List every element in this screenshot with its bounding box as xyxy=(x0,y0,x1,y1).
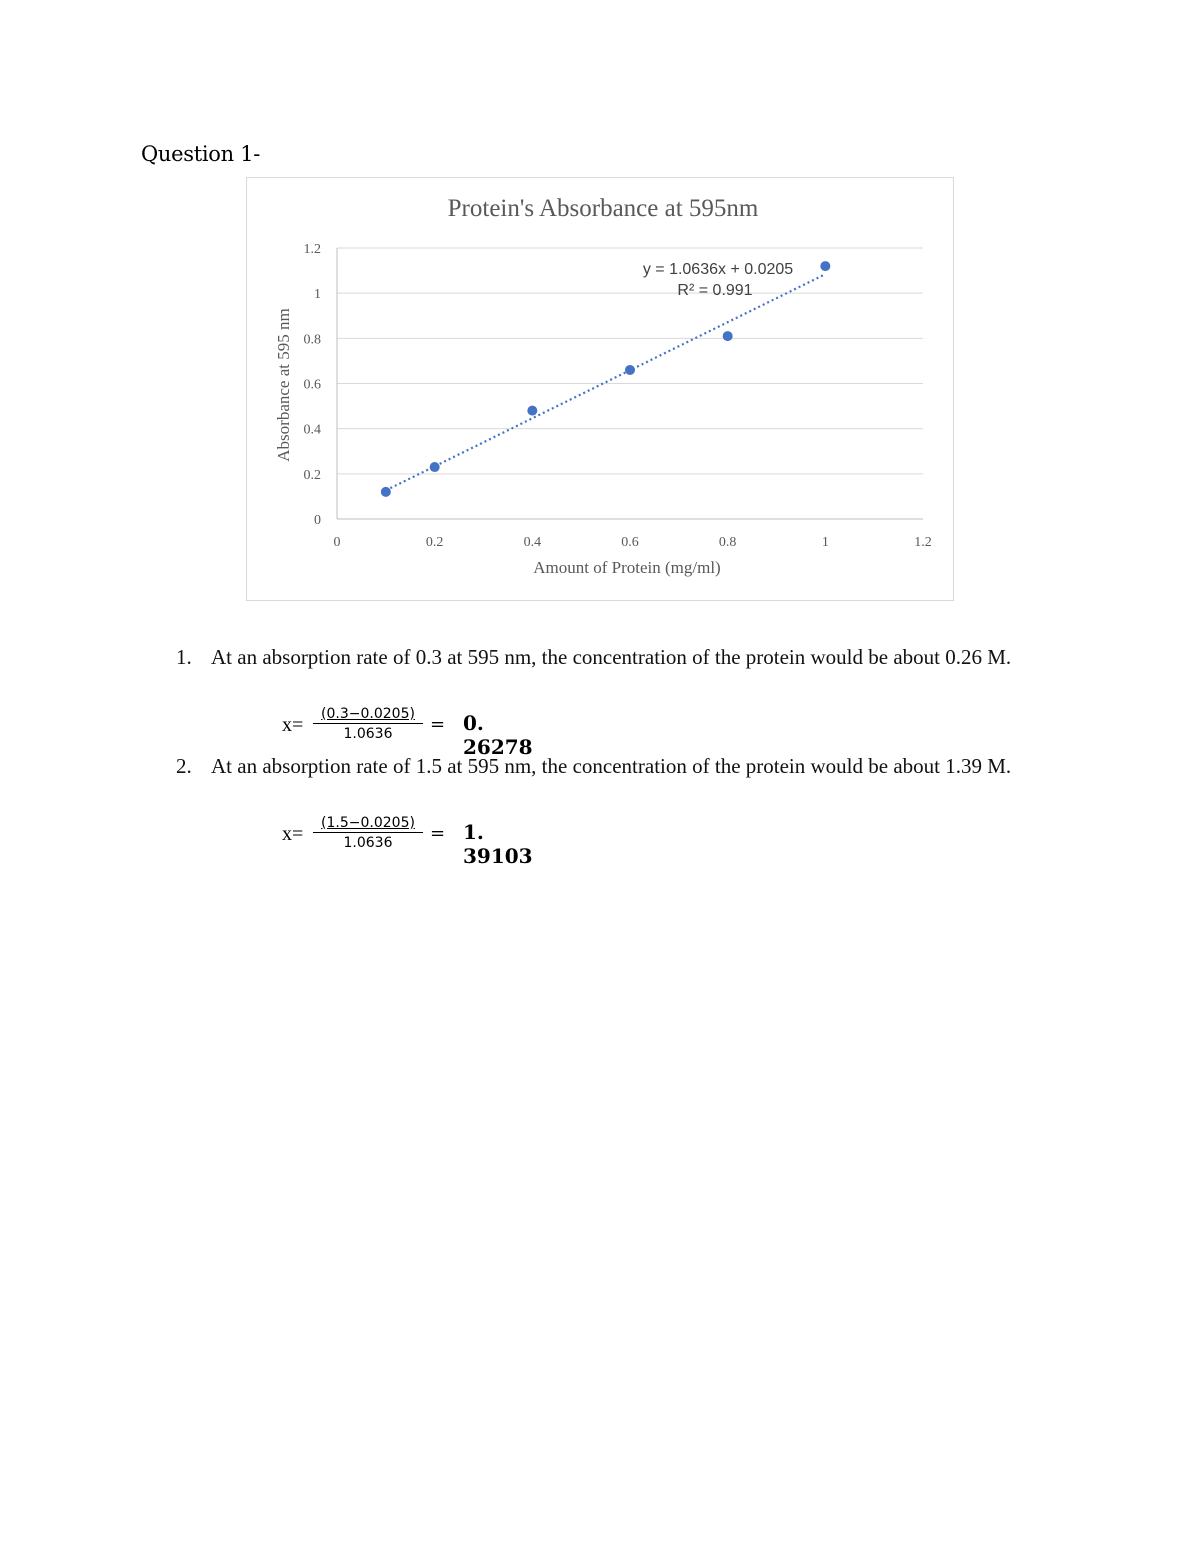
chart-title: Protein's Absorbance at 595nm xyxy=(447,195,759,222)
equation-2-lhs: x= xyxy=(282,823,304,845)
equation-1-fraction xyxy=(313,706,423,742)
chart-trendline xyxy=(386,274,826,490)
list-item-1-text: At an absorption rate of 0.3 at 595 nm, the concentration of the protein would be about 0.26 M. xyxy=(211,645,1012,669)
trendline-line xyxy=(386,274,826,490)
x-tick-label-3: 0.6 xyxy=(621,535,639,550)
equation-2-numerator: (1.5−0.0205) xyxy=(321,815,415,831)
absorbance-chart xyxy=(246,177,954,601)
x-axis-label: Amount of Protein (mg/ml) xyxy=(533,558,721,577)
equation-2-equals: = xyxy=(430,823,446,844)
x-tick-label-6: 1.2 xyxy=(914,535,932,550)
equation-1-fraction-bar xyxy=(313,723,423,724)
chart-tick-labels xyxy=(304,242,932,550)
trendline-r-squared: R² = 0.991 xyxy=(677,282,753,299)
y-tick-label-4: 0.8 xyxy=(303,332,321,348)
equation-1-equals: = xyxy=(430,714,446,735)
data-point-0-4 xyxy=(723,331,733,341)
y-tick-label-6: 1.2 xyxy=(303,242,321,257)
y-tick-label-3: 0.6 xyxy=(303,377,321,393)
list-item-2-number: 2. xyxy=(176,754,192,778)
equation-2-fraction-bar xyxy=(313,832,423,833)
trendline-equation: y = 1.0636x + 0.0205 xyxy=(642,261,794,278)
equation-1-numerator: (0.3−0.0205) xyxy=(321,706,415,722)
y-tick-label-5: 1 xyxy=(314,287,321,303)
y-tick-label-0: 0 xyxy=(314,513,321,528)
data-point-0-0 xyxy=(381,487,391,497)
data-point-0-1 xyxy=(430,462,440,472)
chart-gridlines xyxy=(337,248,923,474)
y-tick-label-2: 0.4 xyxy=(303,422,321,438)
equation-1-result: 0. 26278 xyxy=(463,711,533,759)
chart-svg xyxy=(247,178,955,602)
x-tick-label-0: 0 xyxy=(333,535,341,550)
equation-2-result: 1. 39103 xyxy=(463,820,533,868)
data-point-0-2 xyxy=(527,406,537,416)
x-tick-label-2: 0.4 xyxy=(523,535,542,550)
y-axis-label: Absorbance at 595 nm xyxy=(274,308,293,462)
list-item-1-number: 1. xyxy=(176,645,192,669)
data-point-0-5 xyxy=(820,261,830,271)
list-item-2-text: At an absorption rate of 1.5 at 595 nm, the concentration of the protein would be about 1.39 M. xyxy=(211,754,1012,778)
equation-2-fraction xyxy=(313,815,423,851)
x-tick-label-1: 0.2 xyxy=(425,535,444,550)
equation-1-denominator: 1.0636 xyxy=(343,726,393,742)
x-tick-label-4: 0.8 xyxy=(718,535,737,550)
chart-points xyxy=(381,261,831,497)
y-tick-label-1: 0.2 xyxy=(303,467,321,483)
x-tick-label-5: 1 xyxy=(821,535,829,550)
data-point-0-3 xyxy=(625,365,635,375)
question-heading: Question 1- xyxy=(141,142,261,166)
equation-2-denominator: 1.0636 xyxy=(343,835,393,851)
equation-1-lhs: x= xyxy=(282,714,304,736)
